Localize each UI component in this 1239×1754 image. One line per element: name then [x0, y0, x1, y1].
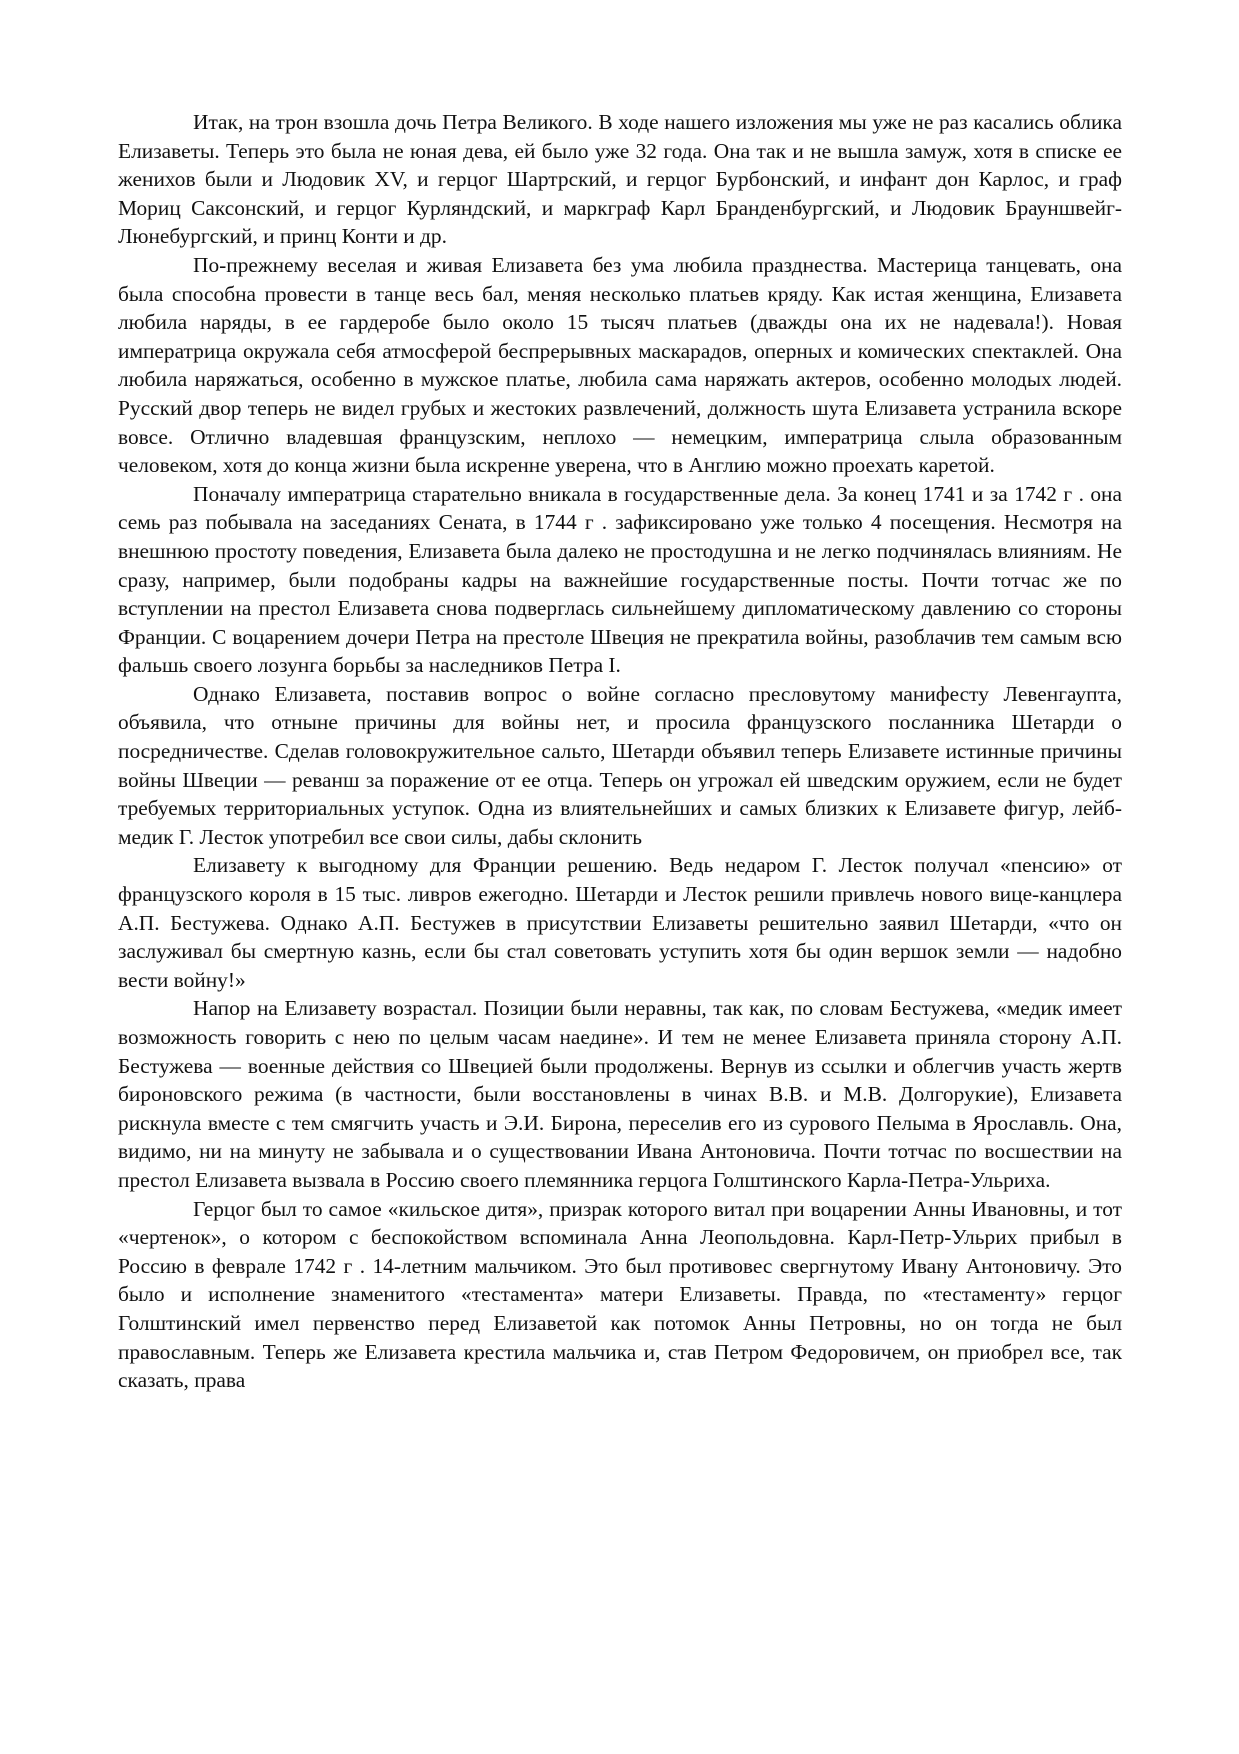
paragraph: Елизавету к выгодному для Франции решению. Ведь недаром Г. Лесток получал «пенсию» от французского короля в 15 тыс. ливров ежегодно. Шетарди и Лесток решили привлечь нового вице-канцлера А.П. Бестужева. Однако А.П. Бестужев в присутствии Елизаветы решительно заявил Шетарди, «что он заслуживал бы смертную казнь, если бы стал советовать уступить хотя бы один вершок земли — надобно вести войну!» [118, 853, 1122, 992]
document-page [118, 108, 1122, 1395]
paragraph: Однако Елизавета, поставив вопрос о войне согласно пресловутому манифесту Левенгаупта, объявила, что отныне причины для войны нет, и просила французского посланника Шетарди о посредничестве. Сделав головокружительное сальто, Шетарди объявил теперь Елизавете истинные причины войны Швеции — реванш за поражение от ее отца. Теперь он угрожал ей шведским оружием, если не будет требуемых территориальных уступок. Одна из влиятельнейших и самых близких к Елизавете фигур, лейб-медик Г. Лесток употребил все свои силы, дабы склонить [118, 681, 1122, 849]
paragraph: Поначалу императрица старательно вникала в государственные дела. За конец 1741 и за 1742 г . она семь раз побывала на заседаниях Сената, в 1744 г . зафиксировано уже только 4 посещения. Несмотря на внешнюю простоту поведения, Елизавета была далеко не простодушна и не легко подчинялась влияниям. Не сразу, например, были подобраны кадры на важнейшие государственные посты. Почти тотчас же по вступлении на престол Елизавета снова подверглась сильнейшему дипломатическому давлению со стороны Франции. С воцарением дочери Петра на престоле Швеция не прекратила войны, разоблачив тем самым всю фальшь своего лозунга борьбы за наследников Петра I. [118, 481, 1122, 678]
paragraph: По-прежнему веселая и живая Елизавета без ума любила празднества. Мастерица танцевать, она была способна провести в танце весь бал, меняя несколько платьев кряду. Как истая женщина, Елизавета любила наряды, в ее гардеробе было около 15 тысяч платьев (дважды она их не надевала!). Новая императрица окружала себя атмосферой беспрерывных маскарадов, оперных и комических спектаклей. Она любила наряжаться, особенно в мужское платье, любила сама наряжать актеров, особенно молодых людей. Русский двор теперь не видел грубых и жестоких развлечений, должность шута Елизавета устранила вскоре вовсе. Отлично владевшая французским, неплохо — немецким, императрица слыла образованным человеком, хотя до конца жизни была искренне уверена, что в Англию можно проехать каретой. [118, 252, 1122, 478]
paragraph: Итак, на трон взошла дочь Петра Великого. В ходе нашего изложения мы уже не раз касались облика Елизаветы. Теперь это была не юная дева, ей было уже 32 года. Она так и не вышла замуж, хотя в списке ее женихов были и Людовик XV, и герцог Шартрский, и герцог Бурбонский, и инфант дон Карлос, и граф Мориц Саксонский, и герцог Курляндский, и маркграф Карл Бранденбургский, и Людовик Брауншвейг-Люнебургский, и принц Конти и др. [118, 110, 1122, 249]
paragraph: Герцог был то самое «кильское дитя», призрак которого витал при воцарении Анны Ивановны, и тот «чертенок», о котором с беспокойством вспоминала Анна Леопольдовна. Карл-Петр-Ульрих прибыл в Россию в феврале 1742 г . 14-летним мальчиком. Это был противовес свергнутому Ивану Антоновичу. Это было и исполнение знаменитого «тестамента» матери Елизаветы. Правда, по «тестаменту» герцог Голштинский имел первенство перед Елизаветой как потомок Анны Петровны, но он тогда не был православным. Теперь же Елизавета крестила мальчика и, став Петром Федоровичем, он приобрел все, так сказать, права [118, 1196, 1122, 1393]
paragraph: Напор на Елизавету возрастал. Позиции были неравны, так как, по словам Бестужева, «медик имеет возможность говорить с нею по целым часам наедине». И тем не менее Елизавета приняла сторону А.П. Бестужева — военные действия со Швецией были продолжены. Вернув из ссылки и облегчив участь жертв бироновского режима (в частности, были восстановлены в чинах В.В. и М.В. Долгорукие), Елизавета рискнула вместе с тем смягчить участь и Э.И. Бирона, переселив его из сурового Пелыма в Ярославль. Она, видимо, ни на минуту не забывала и о существовании Ивана Антоновича. Почти тотчас по восшествии на престол Елизавета вызвала в Россию своего племянника герцога Голштинского Карла-Петра-Ульриха. [118, 996, 1122, 1192]
